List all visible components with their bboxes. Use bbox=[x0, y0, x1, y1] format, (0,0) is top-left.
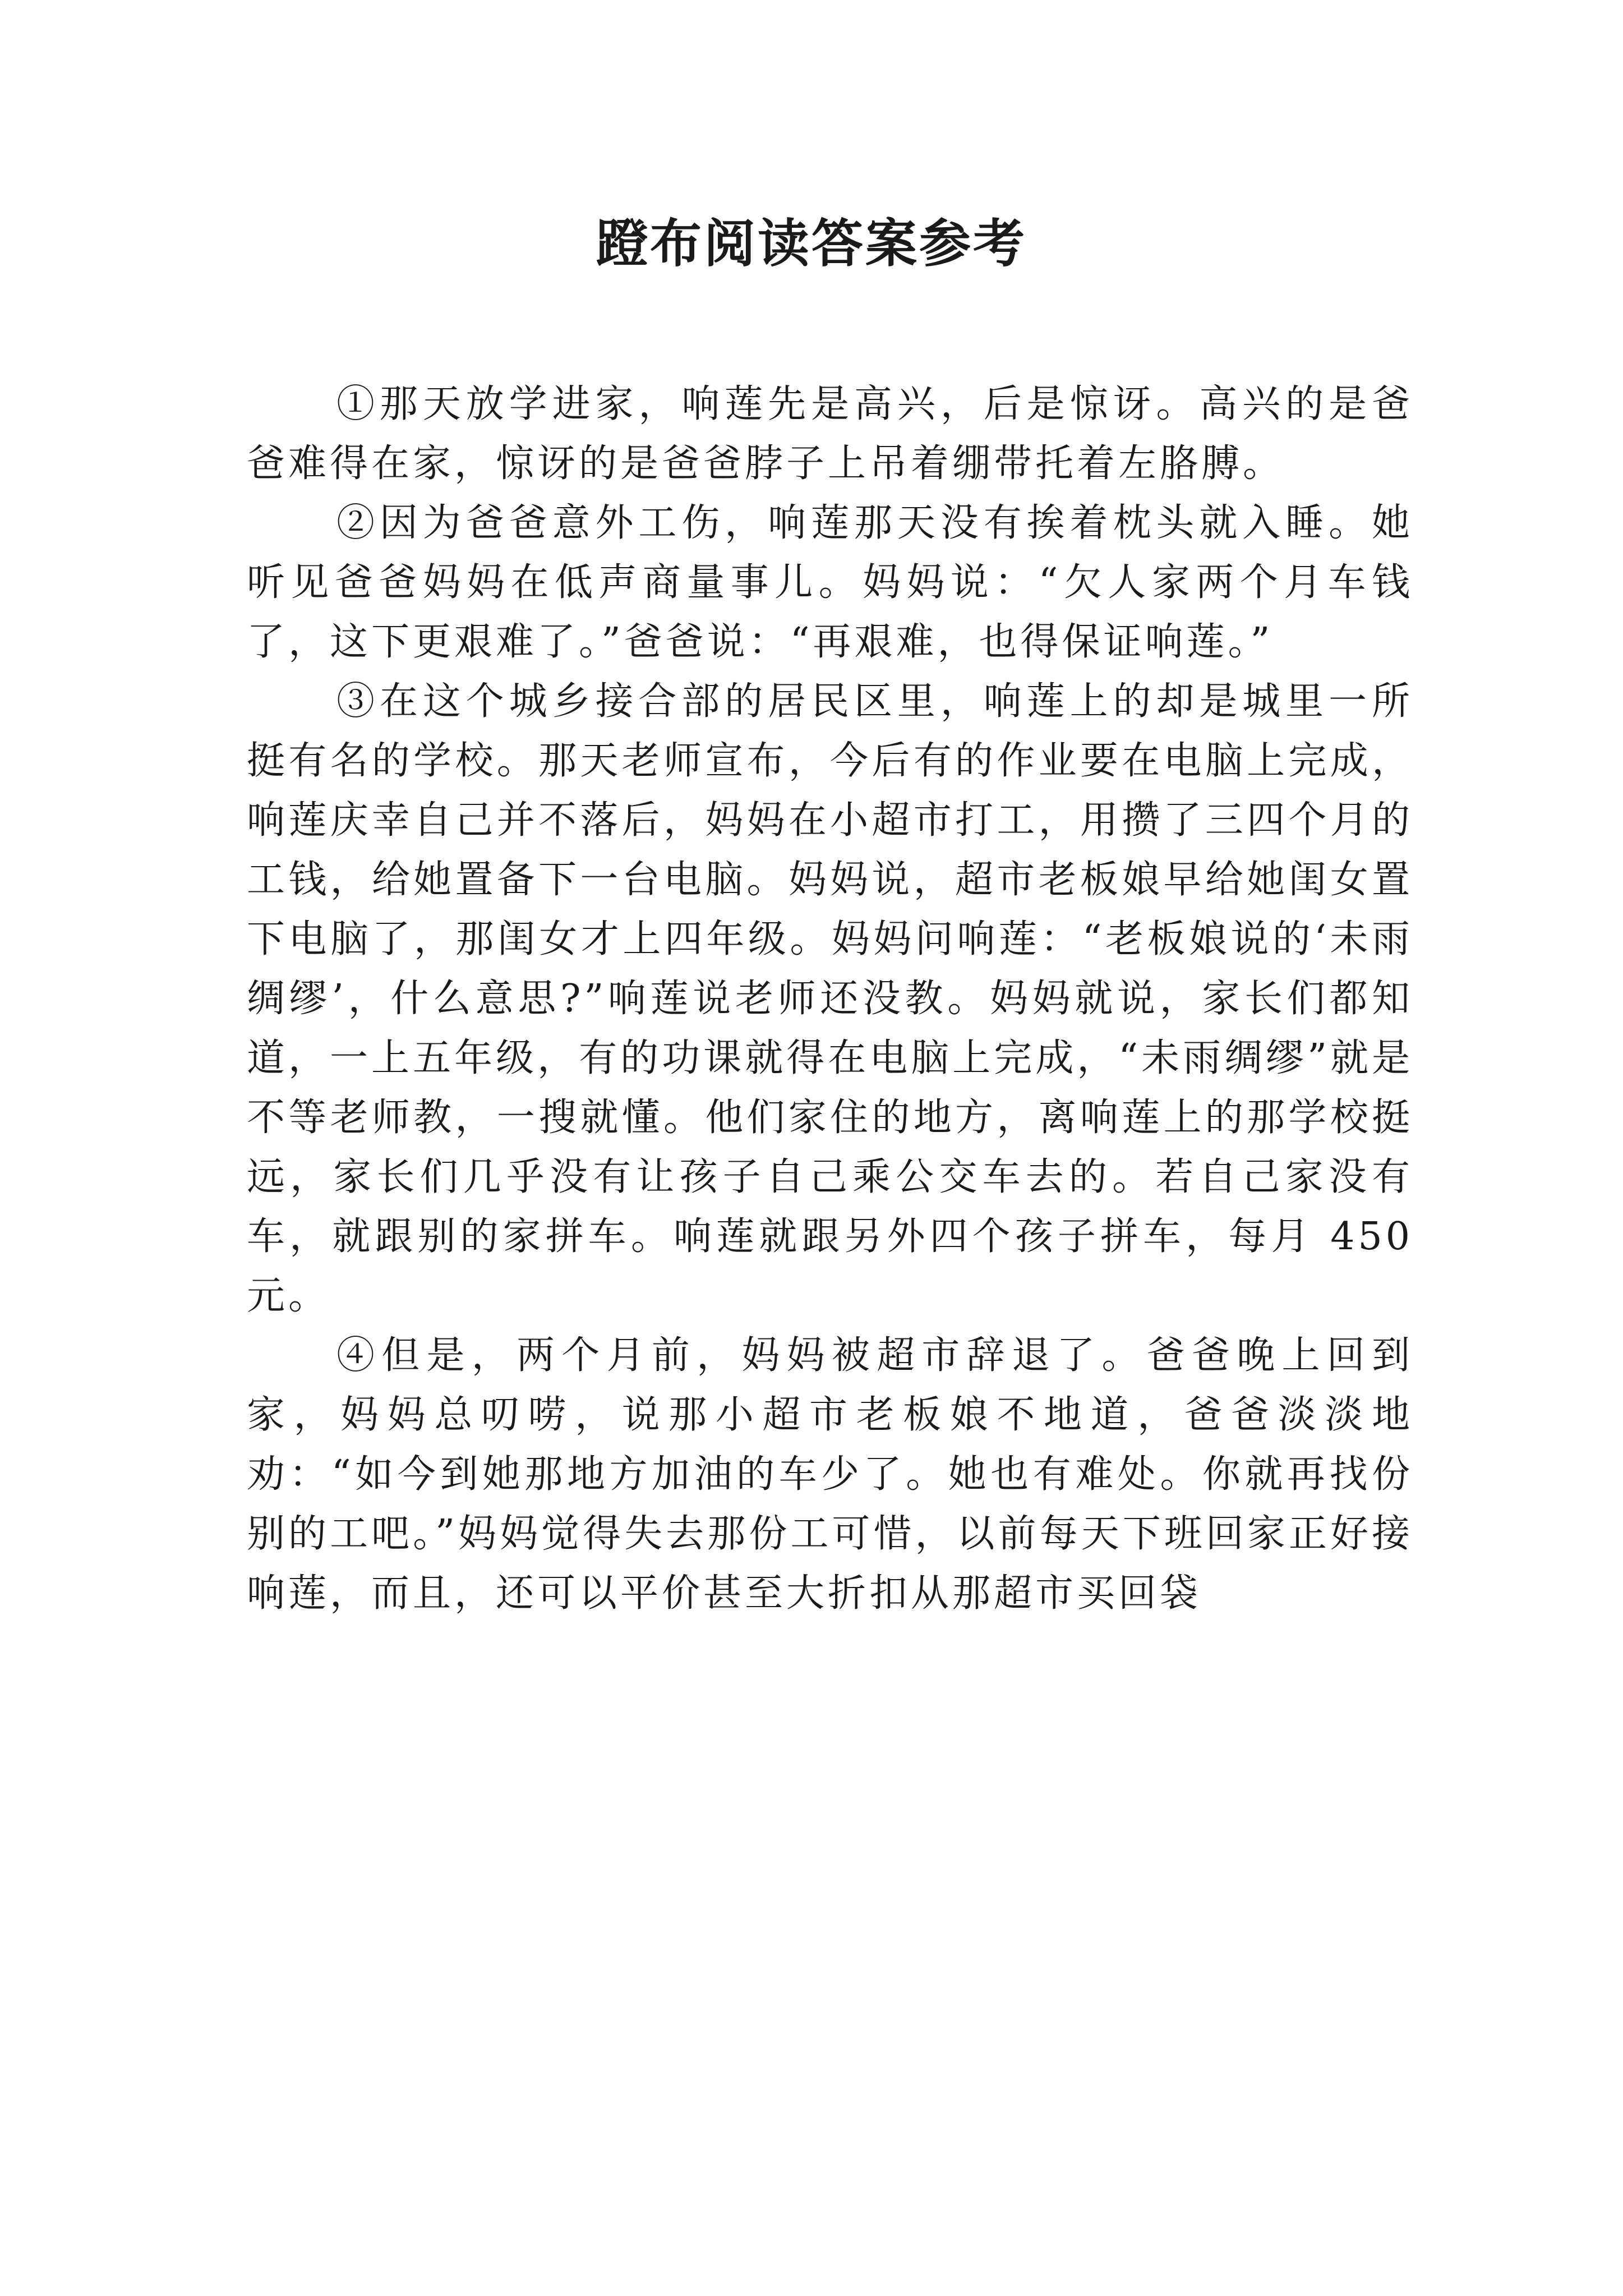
paragraph-1: ①那天放学进家，响莲先是高兴，后是惊讶。高兴的是爸爸难得在家，惊讶的是爸爸脖子上吊着绷带托着左胳膊。 bbox=[247, 382, 1413, 486]
document-title: 蹬布阅读答案参考 bbox=[596, 214, 1027, 274]
paragraph-4: ④但是，两个月前，妈妈被超市辞退了。爸爸晚上回到家，妈妈总叨唠，说那小超市老板娘不地道，爸爸淡淡地劝：“如今到她那地方加油的车少了。她也有难处。你就再找份别的工吧。”妈妈觉得失去那份工可惜，以前每天下班回家正好接响莲，而且，还可以平价甚至大折扣从那超市买回袋 bbox=[247, 1333, 1414, 1616]
document-body bbox=[247, 375, 1413, 1623]
paragraph-3: ③在这个城乡接合部的居民区里，响莲上的却是城里一所挺有名的学校。那天老师宣布，今后有的作业要在电脑上完成，响莲庆幸自己并不落后，妈妈在小超市打工，用攒了三四个月的工钱，给她置备下一台电脑。妈妈说，超市老板娘早给她闺女置下电脑了，那闺女才上四年级。妈妈问响莲：“老板娘说的‘未雨绸缪’，什么意思?”响莲说老师还没教。妈妈就说，家长们都知道，一上五年级，有的功课就得在电脑上完成，“未雨绸缪”就是不等老师教，一搜就懂。他们家住的地方，离响莲上的那学校挺远，家长们几乎没有让孩子自己乘公交车去的。若自己家没有车，就跟别的家拼车。响莲就跟另外四个孩子拼车，每月 450 元。 bbox=[247, 679, 1413, 1318]
paragraph-2: ②因为爸爸意外工伤，响莲那天没有挨着枕头就入睡。她听见爸爸妈妈在低声商量事儿。妈妈说：“欠人家两个月车钱了，这下更艰难了。”爸爸说：“再艰难，也得保证响莲。” bbox=[247, 501, 1413, 664]
